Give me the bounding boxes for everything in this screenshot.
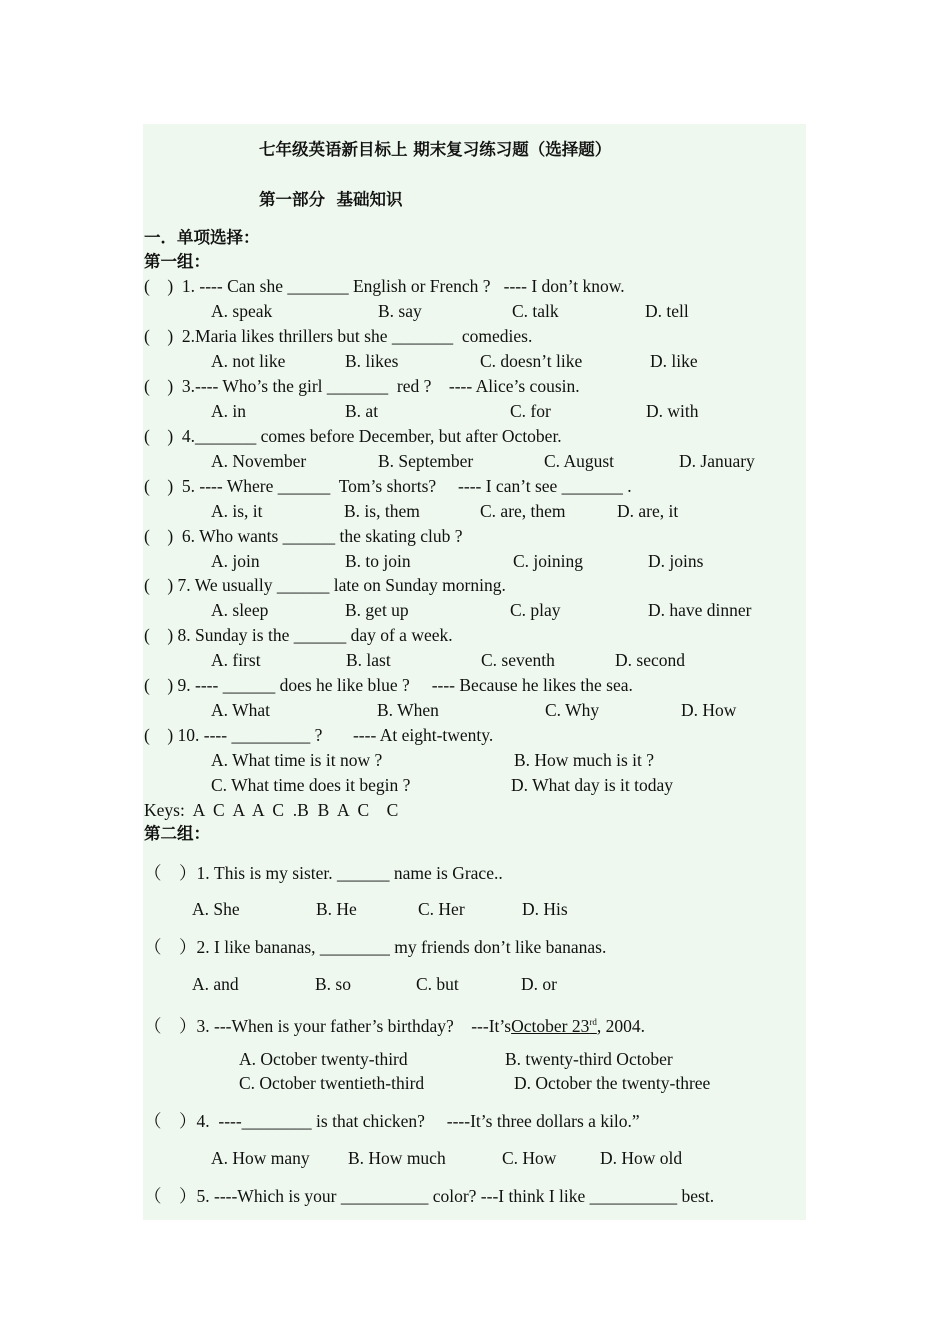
g1-q2-option-d: D. like [650,351,698,371]
g1-q10-stem: ( ) 10. ---- _________ ? ---- At eight-twenty. [144,725,494,745]
g1-q3-option-c: C. for [510,401,551,421]
g2-q2-option-c: C. but [416,974,459,994]
g1-q8-option-c: C. seventh [481,650,555,670]
g1-q10-option-b: B. How much is it ? [514,750,654,770]
g1-q9-option-a: A. What [211,700,270,720]
part-heading: 第一部分 基础知识 [259,190,403,209]
g1-q4-option-d: D. January [679,451,755,471]
g2-q4-option-d: D. How old [600,1148,683,1168]
g1-q7-option-c: C. play [510,600,561,620]
g1-q7-option-b: B. get up [345,600,409,620]
group2-heading: 第二组： [144,824,210,843]
g1-q8-stem: ( ) 8. Sunday is the ______ day of a week. [144,625,453,645]
g1-q9-stem: ( ) 9. ---- ______ does he like blue ? ---- Because he likes the sea. [144,675,633,695]
g2-q3-option-d: D. October the twenty-three [514,1073,711,1093]
g2-q2-option-b: B. so [315,974,351,994]
g2-q1-option-a: A. She [192,899,240,919]
g1-q4-stem: ( ) 4._______ comes before December, but after October. [144,426,562,446]
g1-q1-option-b: B. say [378,301,422,321]
g2-q3-stem-text: （ ）3. ---When is your father’s birthday? ---It’s [144,1015,512,1036]
g1-q10-option-c: C. What time does it begin ? [211,775,411,795]
g1-q2-stem: ( ) 2.Maria likes thrillers but she _______ comedies. [144,326,533,346]
g1-q7-stem: ( ) 7. We usually ______ late on Sunday morning. [144,575,506,595]
g1-q2-option-c: C. doesn’t like [480,351,583,371]
g1-q6-option-d: D. joins [648,551,704,571]
g1-q2-option-a: A. not like [211,351,286,371]
g2-q3-option-c: C. October twentieth-third [239,1073,425,1093]
g1-q6-option-c: C. joining [513,551,584,571]
g1-q1-option-d: D. tell [645,301,689,321]
g2-q1-option-c: C. Her [418,899,465,919]
g2-q4-option-a: A. How many [211,1148,310,1168]
g1-q6-option-a: A. join [211,551,260,571]
g2-q3-underlined-date [511,1016,597,1036]
g2-q3-stem-end: , 2004. [596,1015,645,1036]
g1-q7-option-a: A. sleep [211,600,269,620]
g1-q5-option-a: A. is, it [211,501,263,521]
g1-q9-option-b: B. When [377,700,439,720]
g2-q3-stem [144,1011,645,1037]
g1-q9-option-c: C. Why [545,700,600,720]
g2-q2-stem: （ ）2. I like bananas, ________ my friends don’t like bananas. [144,937,607,957]
g1-q5-option-d: D. are, it [617,501,679,521]
page-title: 七年级英语新目标上 期末复习练习题（选择题） [259,140,612,159]
g1-q7-option-d: D. have dinner [648,600,752,620]
g2-q1-option-b: B. He [316,899,357,919]
g1-q3-option-b: B. at [345,401,379,421]
g1-q4-option-c: C. August [544,451,615,471]
g2-q3-option-b: B. twenty-third October [505,1049,673,1069]
g2-q4-option-c: C. How [502,1148,557,1168]
g1-q5-option-b: B. is, them [344,501,420,521]
g1-q2-option-b: B. likes [345,351,399,371]
g2-q2-option-a: A. and [192,974,239,994]
g2-q1-stem: （ ）1. This is my sister. ______ name is Grace.. [144,863,503,883]
g1-q8-option-d: D. second [615,650,685,670]
section-heading: 一．单项选择： [144,228,260,247]
g2-q4-stem: （ ）4. ----________ is that chicken? ----It’s three dollars a kilo.” [144,1111,640,1131]
g2-q3-date-text: October 23 [511,1015,590,1036]
g1-q3-option-d: D. with [646,401,699,421]
g1-q10-option-d: D. What day is it today [511,775,674,795]
g1-q5-option-c: C. are, them [480,501,566,521]
g1-q9-option-d: D. How [681,700,737,720]
g1-q6-stem: ( ) 6. Who wants ______ the skating club ? [144,526,463,546]
g1-q8-option-b: B. last [346,650,391,670]
g1-q1-option-a: A. speak [211,301,273,321]
g2-q1-option-d: D. His [522,899,568,919]
g2-q5-stem: （ ）5. ----Which is your __________ color? ---I think I like __________ best. [144,1186,715,1206]
g2-q3-option-a: A. October twenty-third [239,1049,408,1069]
g1-q1-stem: ( ) 1. ---- Can she _______ English or French ? ---- I don’t know. [144,276,625,296]
group1-heading: 第一组： [144,252,210,271]
g2-q3-date-suffix: rd [589,1017,597,1027]
answer-keys: Keys: A C A A C .B B A C C [144,800,399,820]
g1-q10-option-a: A. What time is it now ? [211,750,383,770]
g1-q1-option-c: C. talk [512,301,559,321]
g1-q3-option-a: A. in [211,401,246,421]
g1-q4-option-a: A. November [211,451,307,471]
g1-q4-option-b: B. September [378,451,474,471]
g1-q5-stem: ( ) 5. ---- Where ______ Tom’s shorts? ---- I can’t see _______ . [144,476,632,496]
g2-q4-option-b: B. How much [348,1148,446,1168]
g1-q8-option-a: A. first [211,650,261,670]
g1-q6-option-b: B. to join [345,551,411,571]
g1-q3-stem: ( ) 3.---- Who’s the girl _______ red ? ---- Alice’s cousin. [144,376,580,396]
g2-q2-option-d: D. or [521,974,557,994]
